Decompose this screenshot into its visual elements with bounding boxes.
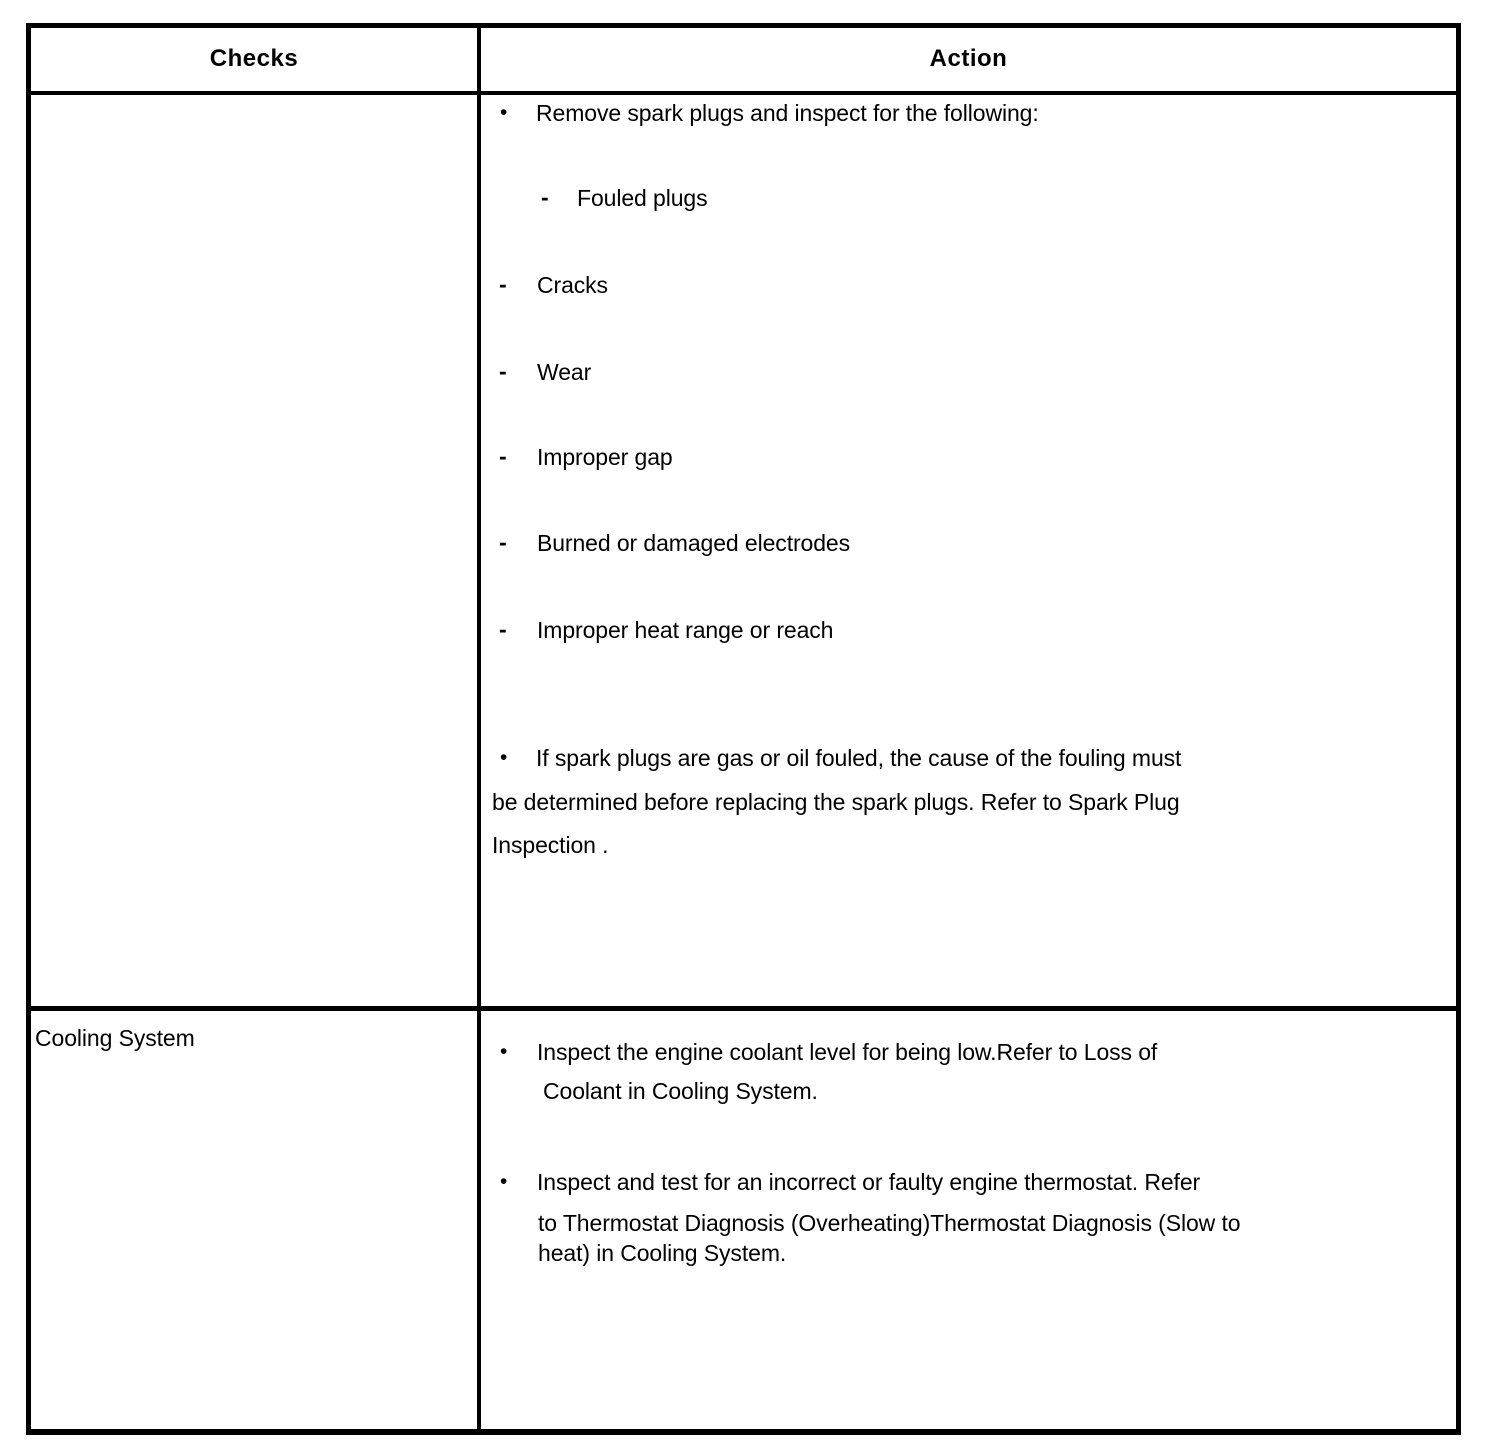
- bullet-icon: •: [500, 746, 508, 769]
- continuation-line: Inspection .: [492, 832, 609, 858]
- list-item-text: If spark plugs are gas or oil fouled, the cause of the fouling must: [536, 745, 1182, 771]
- dash-icon: -: [541, 184, 549, 210]
- list-item-text: Cracks: [537, 272, 608, 298]
- continuation-line: be determined before replacing the spark plugs. Refer to Spark Plug: [492, 789, 1180, 815]
- header-cell-action: Action: [929, 45, 1008, 72]
- bullet-icon: •: [500, 1040, 508, 1063]
- dash-icon: -: [499, 358, 507, 384]
- table-border-right: [1456, 23, 1461, 1435]
- list-item-text: Inspect the engine coolant level for being low.Refer to Loss of: [537, 1039, 1158, 1065]
- list-item-text: Fouled plugs: [577, 185, 708, 211]
- dash-icon: -: [499, 529, 507, 555]
- dash-icon: -: [499, 443, 507, 469]
- bullet-icon: •: [500, 101, 508, 124]
- dash-icon: -: [499, 616, 507, 642]
- list-item-text: Improper gap: [537, 444, 673, 470]
- header-cell-checks: Checks: [209, 45, 299, 72]
- dash-icon: -: [499, 271, 507, 297]
- bullet-icon: •: [500, 1170, 508, 1193]
- list-item-text: Remove spark plugs and inspect for the following:: [536, 100, 1039, 126]
- table-header-divider: [26, 91, 1461, 95]
- list-item-text: Inspect and test for an incorrect or faulty engine thermostat. Refer: [537, 1169, 1201, 1195]
- continuation-line: heat) in Cooling System.: [538, 1240, 787, 1266]
- table-column-divider: [477, 23, 481, 1435]
- table-border-left: [26, 23, 31, 1435]
- list-item-text: Improper heat range or reach: [537, 617, 834, 643]
- list-item-text: Burned or damaged electrodes: [537, 530, 851, 556]
- table-row-divider: [26, 1006, 1461, 1011]
- continuation-line: Coolant in Cooling System.: [543, 1078, 818, 1104]
- continuation-line: to Thermostat Diagnosis (Overheating)Thermostat Diagnosis (Slow to: [538, 1210, 1241, 1236]
- list-item-text: Wear: [537, 359, 592, 385]
- check-label-cooling-system: Cooling System: [35, 1025, 195, 1051]
- table-border-bottom: [26, 1429, 1461, 1435]
- table-border-top: [26, 23, 1461, 28]
